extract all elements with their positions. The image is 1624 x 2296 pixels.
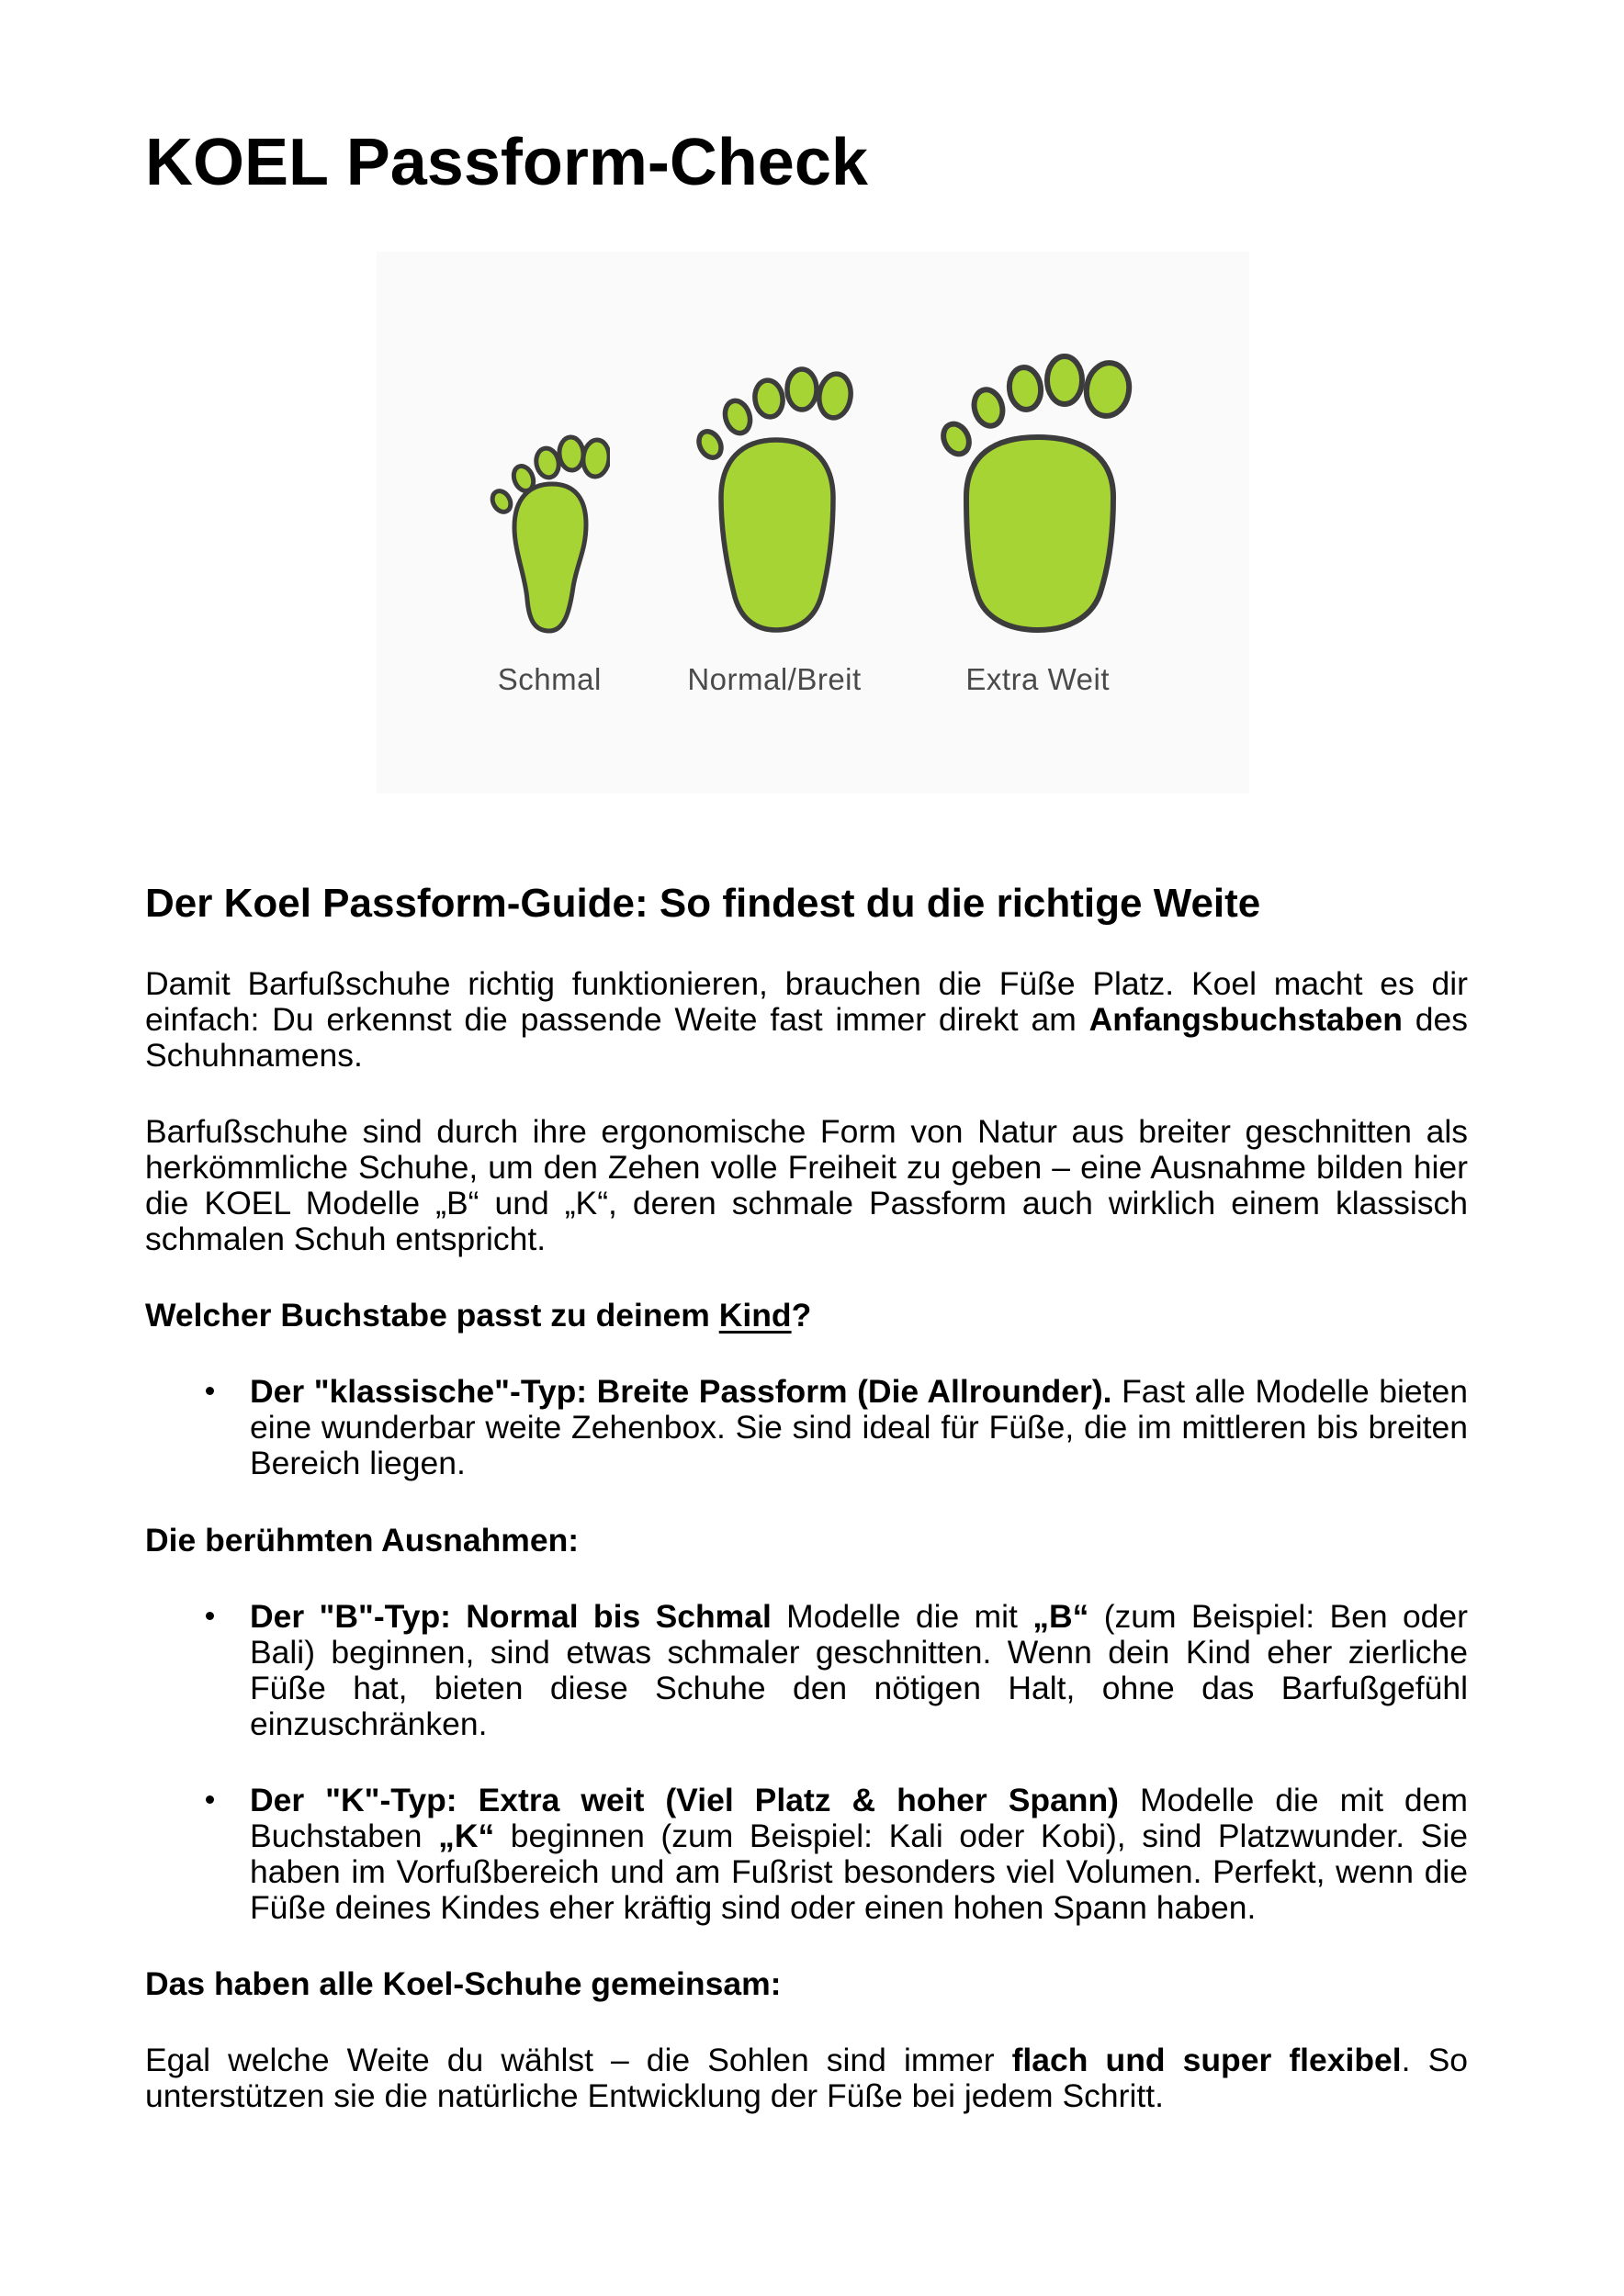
common-heading: Das haben alle Koel-Schuhe gemeinsam:: [145, 1964, 782, 2002]
shape-paragraph: Barfußschuhe sind durch ihre ergonomische Form von Natur aus breiter geschnitten als herkömmliche Schuhe, um den Zehen volle Freiheit zu geben – eine Ausnahme bilden hier die KOEL Modelle „B“ und „K“, deren schmale Passform auch wirklich einem klassisch schmalen Schuh entspricht.: [145, 1113, 1468, 1258]
intro-bold-anfangsbuchstaben: Anfangsbuchstaben: [1088, 1001, 1403, 1039]
classic-type-list: [145, 1374, 1468, 1481]
intro-paragraph: [145, 966, 1468, 1074]
b-type-body: (zum Beispiel: Ben oder Bali) beginnen, sind etwas schmaler geschnitten. Wenn dein Kind eher zierliche Füße hat, bieten diese Schuhe den nötigen Halt, ohne das Barfußgefühl einzuschränken.: [250, 1597, 1468, 1742]
k-type-mid: Modelle die mit dem Buchstaben: [250, 1781, 1468, 1854]
foot-normal-breit: [687, 353, 861, 697]
foot-illustration-schmal-icon: [489, 391, 610, 635]
exceptions-heading: Die berühmten Ausnahmen:: [145, 1521, 580, 1559]
letter-question-heading: [145, 1298, 1468, 1334]
foot-width-figure: [377, 252, 1249, 793]
k-type-body: beginnen (zum Beispiel: Kali oder Kobi), sind Platzwunder. Sie haben im Vorfußbereich und am Fußrist besonders viel Volumen. Perfekt, wenn die Füße deines Kindes eher kräftig sind oder einen hohen Spann haben.: [250, 1817, 1468, 1926]
classic-type-item: [250, 1374, 1468, 1481]
foot-label-schmal: Schmal: [497, 661, 602, 696]
letter-question-text-1: Welcher Buchstabe passt zu deinem: [145, 1297, 719, 1334]
final-bold-flach-flexibel: flach und super flexibel: [1011, 2041, 1402, 2078]
feet-row: [489, 345, 1136, 697]
exceptions-list: [145, 1599, 1468, 1926]
letter-question-text-2: ?: [791, 1297, 812, 1334]
foot-label-normal-breit: Normal/Breit: [687, 661, 862, 696]
b-type-mid: Modelle die mit: [771, 1597, 1033, 1635]
k-type-item: [250, 1783, 1468, 1926]
intro-text-2: des Schuhnamens.: [145, 1001, 1468, 1075]
b-type-letter: „B“: [1032, 1597, 1089, 1635]
k-type-letter: „K“: [438, 1817, 495, 1854]
intro-text-1: Damit Barfußschuhe richtig funktionieren, brauchen die Füße Platz. Koel macht es dir einfach: Du erkennst die passende Weite fast immer direkt am: [145, 964, 1468, 1039]
foot-illustration-extra-weit-icon: [939, 345, 1137, 635]
page-title: KOEL Passform-Check: [145, 126, 868, 199]
foot-extra-weit: [939, 345, 1137, 697]
letter-question-underlined-kind: Kind: [718, 1297, 792, 1334]
b-type-title: Der "B"-Typ: Normal bis Schmal: [250, 1597, 772, 1635]
foot-label-extra-weit: Extra Weit: [965, 661, 1110, 696]
classic-type-title: Der "klassische"-Typ: Breite Passform (Die Allrounder).: [250, 1373, 1112, 1411]
k-type-title: Der "K"-Typ: Extra weit (Viel Platz & hoher Spann): [250, 1781, 1120, 1818]
guide-heading: Der Koel Passform-Guide: So findest du die richtige Weite: [145, 880, 1261, 926]
final-text-2: . So unterstützen sie die natürliche Entwicklung der Füße bei jedem Schritt.: [145, 2041, 1468, 2115]
final-text-1: Egal welche Weite du wählst – die Sohlen sind immer: [145, 2041, 1012, 2078]
final-paragraph: [145, 2043, 1468, 2114]
foot-illustration-normal-breit-icon: [695, 353, 853, 635]
foot-schmal: [489, 391, 610, 697]
classic-type-body: Fast alle Modelle bieten eine wunderbar weite Zehenbox. Sie sind ideal für Füße, die im mittleren bis breiten Bereich liegen.: [250, 1373, 1468, 1482]
b-type-item: [250, 1599, 1468, 1742]
